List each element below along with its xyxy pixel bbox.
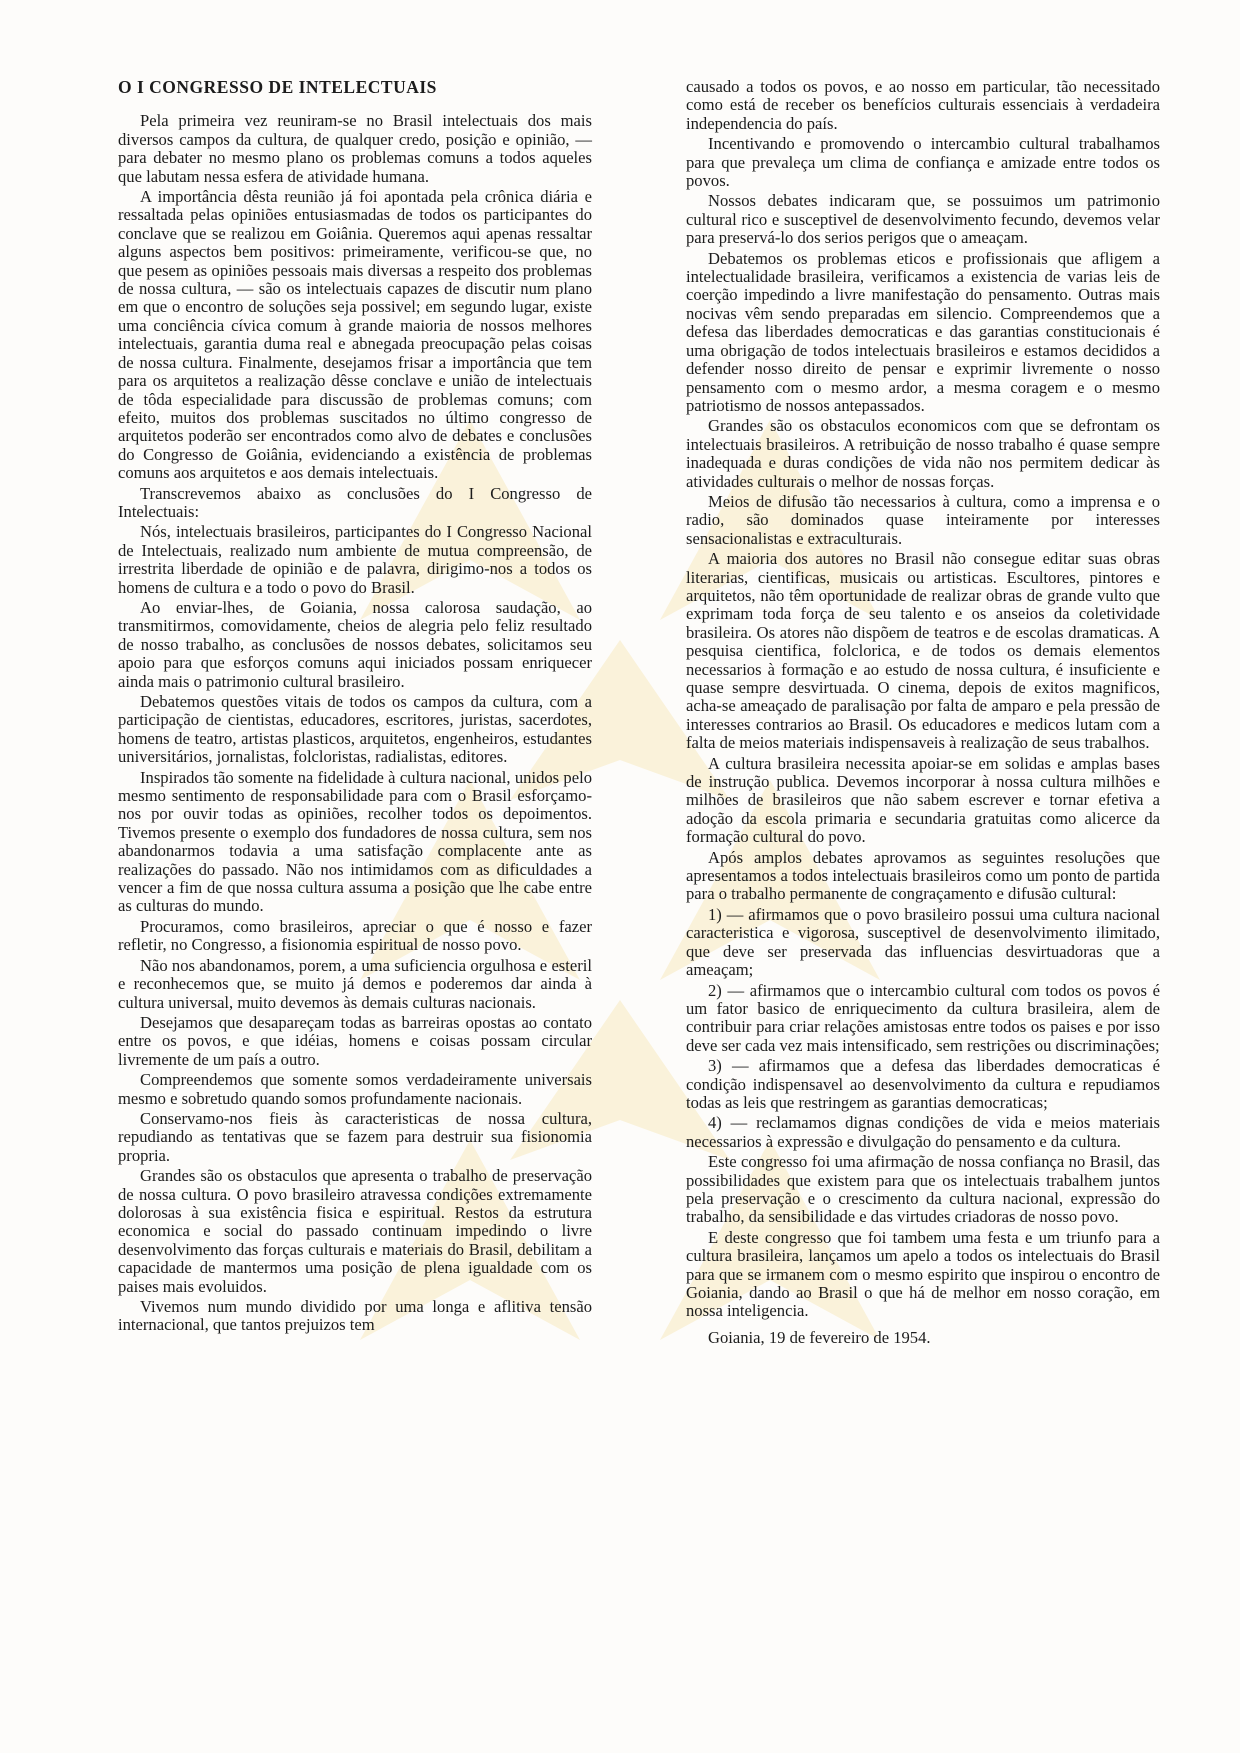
right-column: [686, 78, 1160, 1349]
paragraph: A importância dêsta reunião já foi apontada pela crônica diária e ressaltada pelas opiniões entusiasmadas de todos os participantes do conclave que se realizou em Goiânia. Queremos aqui apenas ressaltar alguns aspectos bem positivos: primeiramente, verificou-se que, no que pesem as opiniões pessoais mais diversas a respeito dos problemas de nossa cultura, — são os intelectuais capazes de discutir num plano em que o encontro de soluções seja possivel; em segundo lugar, existe uma conciência cívica comum à grande maioria de nossos melhores intelectuais, garantia duma real e abnegada preocupação pelas coisas de nossa cultura. Finalmente, desejamos frisar a importância que tem para os arquitetos a realização dêsse conclave e união de intelectuais de tôda especialidade para discussão de problemas comuns; com efeito, muitos dos problemas suscitados no último congresso de arquitetos poderão ser encontrados como alvo de debates e conclusões do Congresso de Goiânia, evidenciando a existência de problemas comuns aos arquitetos e aos demais intelectuais.: [118, 187, 592, 483]
paragraph: Compreendemos que somente somos verdadeiramente universais mesmo e sobretudo quando somos profundamente nacionais.: [118, 1070, 592, 1108]
resolution-item: 2) — afirmamos que o intercambio cultural com todos os povos é um fator basico de enriquecimento da cultura brasileira, alem de contribuir para criar relações amistosas entre todos os paises e por isso deve ser cada vez mais intensificado, sem restrições ou discriminações;: [686, 980, 1160, 1055]
paragraph: Após amplos debates aprovamos as seguintes resoluções que apresentamos a todos intelectuais brasileiros como um ponto de partida para o trabalho permanente de congraçamento e difusão cultural:: [686, 847, 1160, 904]
paragraph: Conservamo-nos fieis às caracteristicas de nossa cultura, repudiando as tentativas que se fazem para destruir sua fisionomia propria.: [118, 1108, 592, 1165]
paragraph: Nossos debates indicaram que, se possuimos um patrimonio cultural rico e susceptivel de desenvolvimento fecundo, devemos velar para preservá-lo dos serios perigos que o ameaçam.: [686, 191, 1160, 248]
resolution-item: 4) — reclamamos dignas condições de vida e meios materiais necessarios à expressão e divulgação do pensamento e da cultura.: [686, 1113, 1160, 1151]
paragraph: Transcrevemos abaixo as conclusões do I Congresso de Intelectuais:: [118, 483, 592, 521]
resolution-item: 3) — afirmamos que a defesa das liberdades democraticas é condição indispensavel ao desenvolvimento da cultura e repudiamos todas as leis que restringem as garantias democraticas;: [686, 1056, 1160, 1112]
paragraph: Meios de difusão tão necessarios à cultura, como a imprensa e o radio, são dominados quase inteiramente por interesses sensacionalistas e extraculturais.: [686, 491, 1160, 548]
paragraph: Debatemos os problemas eticos e profissionais que afligem a intelectualidade brasileira, verificamos a existencia de varias leis de coerção impedindo a livre manifestação do pensamento. Outras mais nocivas vêm sendo preparadas em silencio. Compreendemos que a defesa das liberdades democraticas e das garantias constitucionais é uma obrigação de todos intelectuais brasileiros e estamos decididos a defender nosso direito de pensar e exprimir livremente o nosso pensamento com o mesmo ardor, a mesma coragem e o mesmo patriotismo de nossos antepassados.: [686, 248, 1160, 415]
paragraph: Grandes são os obstaculos economicos com que se defrontam os intelectuais brasileiros. A retribuição de nosso trabalho é quase sempre inadequada e duras condições de vida não nos permitem dedicar às atividades culturais o melhor de nossas forças.: [686, 416, 1160, 491]
paragraph: Inspirados tão somente na fidelidade à cultura nacional, unidos pelo mesmo sentimento de responsabilidade para com o Brasil esforçamo-nos por ouvir todas as opiniões, recolher todos os depoimentos. Tivemos presente o exemplo dos fundadores de nossa cultura, sem nos abandonarmos todavia a uma satisfação complacente ante as realizações do passado. Não nos intimidamos com as dificuldades a vencer a fim de que nossa cultura assuma a posição que lhe cabe entre as culturas do mundo.: [118, 767, 592, 916]
signature-date: Goiania, 19 de fevereiro de 1954.: [708, 1327, 931, 1347]
paragraph: A maioria dos autores no Brasil não consegue editar suas obras literarias, cientificas, musicais ou artisticas. Escultores, pintores e arquitetos, não têm oportunidade de realizar obras de grande vulto que exprimam toda força de seu talento e os anseios da coletividade brasileira. Os atores não dispõem de teatros e de escolas dramaticas. A pesquisa cientifica, folclorica, e de todos os demais elementos necessarios à formação e ao estudo de nossa cultura, é insuficiente e quase sempre desvirtuada. O cinema, depois de exitos magnificos, acha-se ameaçado de paralisação por falta de amparo e pela pressão de interesses contrarios ao Brasil. Os educadores e medicos lutam com a falta de meios materiais indispensaveis à realização de seus trabalhos.: [686, 549, 1160, 753]
resolution-item: 1) — afirmamos que o povo brasileiro possui uma cultura nacional caracteristica e vigorosa, susceptivel de desenvolvimento ilimitado, que deve ser preservada das influencias desvirtuadoras que a ameaçam;: [686, 904, 1160, 980]
paragraph: Incentivando e promovendo o intercambio cultural trabalhamos para que prevaleça um clima de confiança e amizade entre todos os povos.: [686, 134, 1160, 191]
paragraph: Desejamos que desapareçam todas as barreiras opostas ao contato entre os povos, e que idéias, homens e coisas possam circular livremente de um país a outro.: [118, 1012, 592, 1069]
paragraph: Debatemos questões vitais de todos os campos da cultura, com a participação de cientistas, educadores, escritores, juristas, sacerdotes, homens de teatro, artistas plasticos, arquitetos, engenheiros, estudantes universitários, jornalistas, folcloristas, radialistas, editores.: [118, 692, 592, 767]
paragraph: Nós, intelectuais brasileiros, participantes do I Congresso Nacional de Intelectuais, realizado num ambiente de mutua compreensão, de irrestrita liberdade de opinião e de palavra, dirigimo-nos a todos os homens de cultura e a todo o povo do Brasil.: [118, 522, 592, 597]
paragraph: Vivemos num mundo dividido por uma longa e aflitiva tensão internacional, que tantos prejuizos tem: [118, 1297, 592, 1335]
left-column: [118, 78, 592, 1337]
paragraph: E deste congresso que foi tambem uma festa e um triunfo para a cultura brasileira, lançamos um apelo a todos os intelectuais do Brasil para que se irmanem com o mesmo espirito que inspirou o encontro de Goiania, dando ao Brasil o que há de melhor em nosso coração, em nossa inteligencia.: [686, 1227, 1160, 1321]
paragraph: Ao enviar-lhes, de Goiania, nossa calorosa saudação, ao transmitirmos, comovidamente, cheios de alegria pelo feliz resultado de nosso trabalho, as conclusões de nossos debates, solicitamos seu apoio para que esforços comuns aqui iniciados possam enriquecer ainda mais o patrimonio cultural brasileiro.: [118, 597, 592, 691]
article-title: O I CONGRESSO DE INTELECTUAIS: [118, 77, 437, 97]
paragraph: Não nos abandonamos, porem, a uma suficiencia orgulhosa e esteril e reconhecemos que, se muito já demos e poderemos dar ainda à cultura universal, muito devemos às demais culturas nacionais.: [118, 955, 592, 1012]
paragraph: Procuramos, como brasileiros, apreciar o que é nosso e fazer refletir, no Congresso, a fisionomia espiritual de nosso povo.: [118, 916, 592, 955]
paragraph: Este congresso foi uma afirmação de nossa confiança no Brasil, das possibilidades que existem para que os intelectuais trabalhem juntos pela preservação e o crescimento da cultura nacional, expressão do trabalho, da sensibilidade e das virtudes criadoras de nosso povo.: [686, 1152, 1160, 1227]
paragraph-continued: causado a todos os povos, e ao nosso em particular, tão necessitado como está de receber os benefícios culturais essenciais à verdadeira independencia do país.: [686, 77, 1160, 133]
paragraph: Grandes são os obstaculos que apresenta o trabalho de preservação de nossa cultura. O povo brasileiro atravessa condições extremamente dolorosas à sua existência fisica e espiritual. Restos da estrutura economica e social do passado continuam impedindo o livre desenvolvimento das forças culturais e materiais do Brasil, debilitam a capacidade de mantermos uma posição de plena igualdade com os paises mais evoluidos.: [118, 1166, 592, 1296]
paragraph: A cultura brasileira necessita apoiar-se em solidas e amplas bases de instrução publica. Devemos incorporar à nossa cultura milhões e milhões de brasileiros que não sabem escrever e tornar efetiva a adoção da escola primaria e secundaria gratuitas como alicerce da formação cultural do povo.: [686, 753, 1160, 847]
paragraph: Pela primeira vez reuniram-se no Brasil intelectuais dos mais diversos campos da cultura, de qualquer credo, posição e opinião, — para debater no mesmo plano os problemas comuns a todos aqueles que labutam nessa esfera de atividade humana.: [118, 111, 592, 186]
